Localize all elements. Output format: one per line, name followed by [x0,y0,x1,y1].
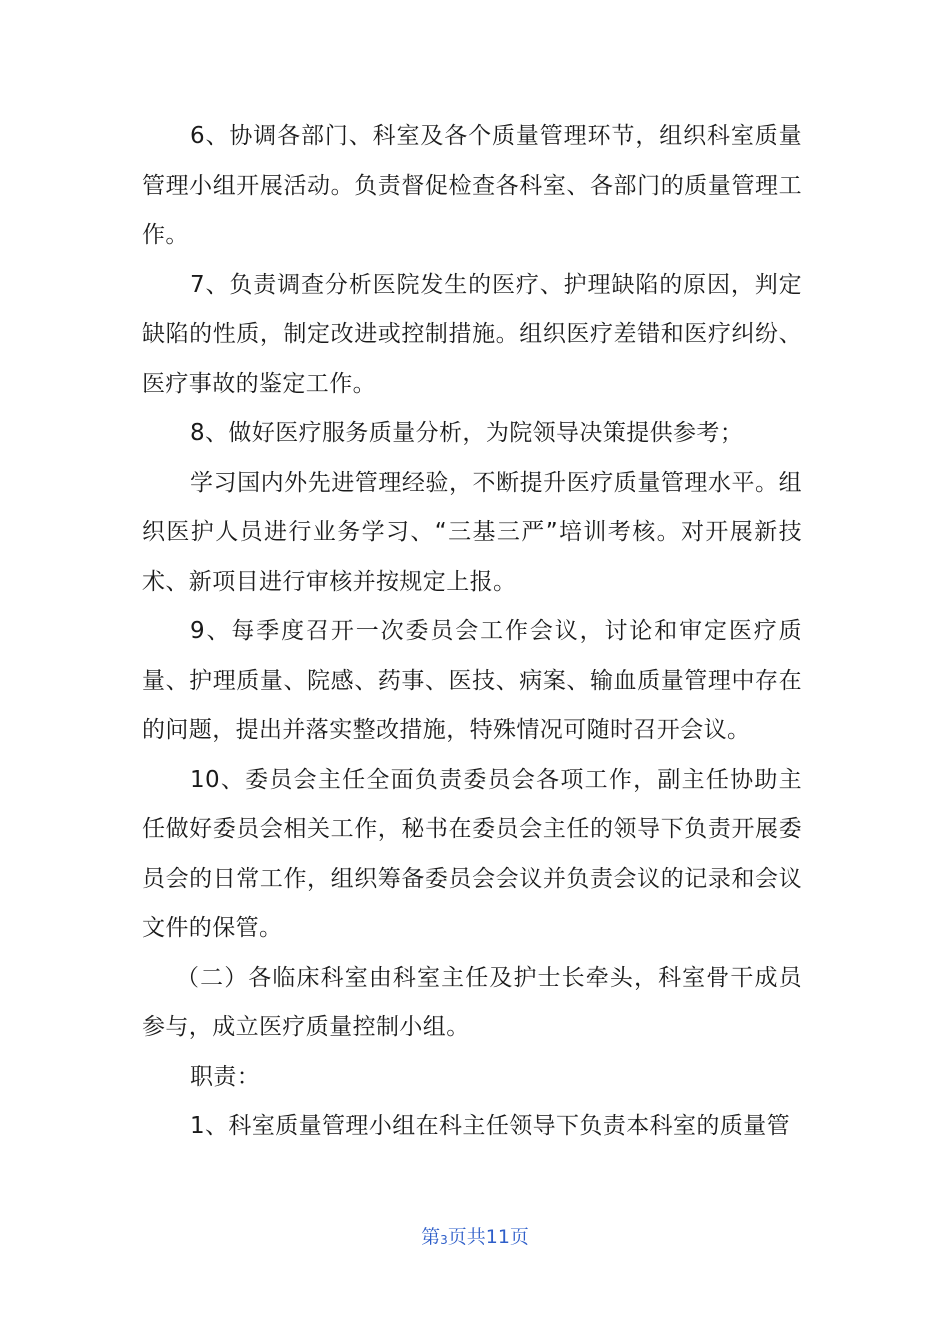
paragraph-item-9: 9、每季度召开一次委员会工作会议，讨论和审定医疗质量、护理质量、院感、药事、医技、病案、输血质量管理中存在的问题，提出并落实整改措施，特殊情况可随时召开会议。 [142,618,802,743]
paragraph-item-10: 10、委员会主任全面负责委员会各项工作，副主任协助主任做好委员会相关工作，秘书在委员会主任的领导下负责开展委员会的日常工作，组织筹备委员会会议并负责会议的记录和会议文件的保管。 [142,766,802,941]
paragraph-item-7: 7、负责调查分析医院发生的医疗、护理缺陷的原因，判定缺陷的性质，制定改进或控制措施。组织医疗差错和医疗纠纷、医疗事故的鉴定工作。 [142,271,802,397]
document-body [142,112,802,1152]
footer-suffix: 页 [509,1226,529,1248]
paragraph-duty-1: 1、科室质量管理小组在科主任领导下负责本科室的质量管 [190,1113,791,1139]
paragraph-study: 学习国内外先进管理经验，不断提升医疗质量管理水平。组织医护人员进行业务学习、“三基三严”培训考核。对开展新技术、新项目进行审核并按规定上报。 [142,469,802,595]
paragraph-section-2: （二）各临床科室由科室主任及护士长牵头，科室骨干成员参与，成立医疗质量控制小组。 [142,964,802,1040]
footer-page-number: 3 [440,1233,448,1247]
paragraph-item-6: 6、协调各部门、科室及各个质量管理环节，组织科室质量管理小组开展活动。负责督促检查各科室、各部门的质量管理工作。 [142,123,802,248]
paragraph-item-8: 8、做好医疗服务质量分析，为院领导决策提供参考； [190,420,744,446]
footer-total-pages: 11 [485,1226,510,1248]
paragraph-duties-heading: 职责： [190,1063,261,1090]
footer-prefix: 第 [421,1226,441,1248]
footer-middle: 页共 [447,1226,486,1248]
page-footer [0,1222,950,1249]
